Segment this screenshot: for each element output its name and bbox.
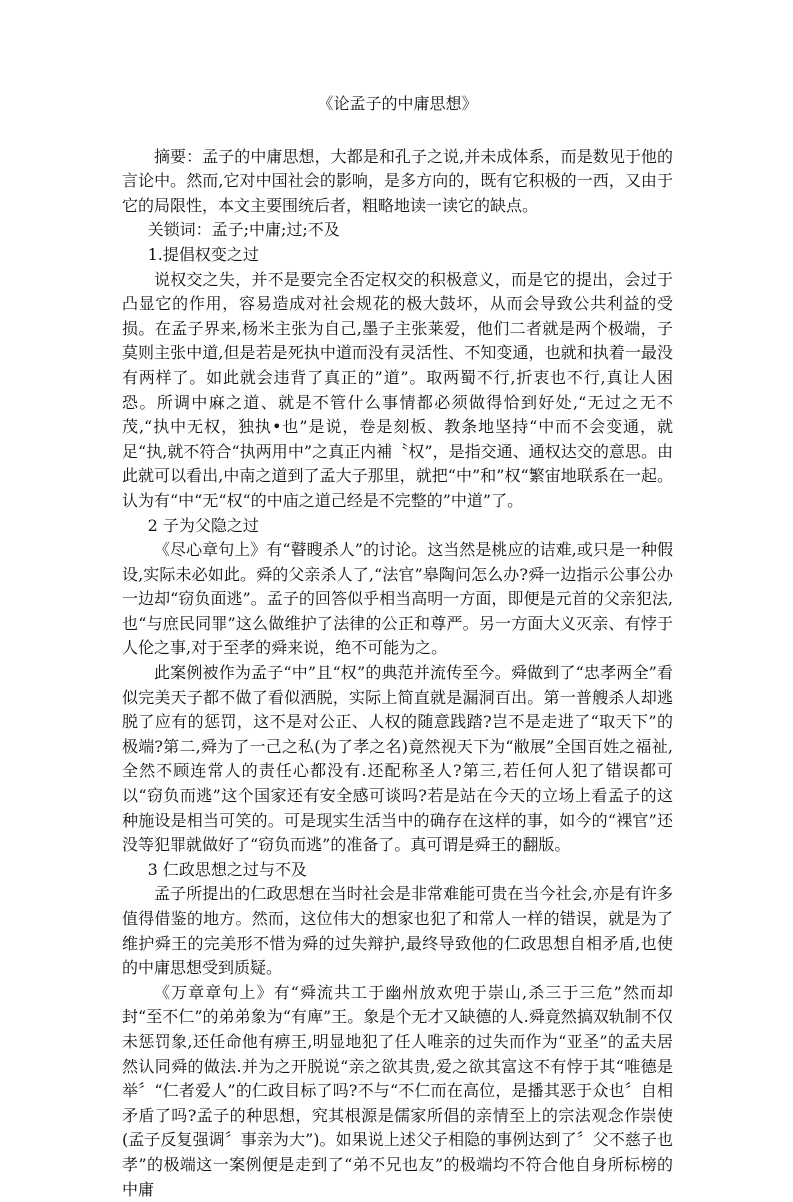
section-2-paragraph-2: 此案例被作为孟子“中”且“权”的典范并流传至今。舜做到了“忠孝两全”看似完美天子都不做了看似洒脱，实际上简直就是漏洞百出。第一普艘杀人却逃脱了应有的惩罚，这不是对公正、人权的随意践踏?岂不是走进了“取天下”的极端?第二,舜为了一己之私(为了孝之名)竟然视天下为“敝展”全国百姓之福祉,全然不顾连常人的责任心都没有.还配称圣人?第三,若任何人犯了错误都可以“窃负而逃”这个国家还有安全感可谈吗?若是站在今天的立场上看孟子的这种施设是相当可笑的。可是现实生活当中的确存在这样的事，如今的“裸官”还没等犯罪就做好了“窃负而逃”的准备了。真可谓是舜王的翻版。	[122, 663, 673, 855]
section-3-heading: 3 仁政思想之过与不及	[147, 859, 307, 879]
section-2-paragraph-1: 《尽心章句上》有“瞽瞍杀人”的讨论。这当然是桃应的诘难,或只是一种假设,实际未必如此。舜的父亲杀人了,“法官”皋陶问怎么办?舜一边指示公事公办一边却“窃负面逃”。孟子的回答似乎相当高明一方面，即便是元首的父亲犯法,也“与庶民同罪”这么做维护了法律的公正和尊严。另一方面大义灭亲、有悖于人伦之事,对于至孝的舜来说，绝不可能为之。	[122, 540, 673, 658]
document-title: 《论孟子的中庸思想》	[317, 94, 478, 113]
section-3-paragraph-1: 孟子所提出的仁政思想在当时社会是非常难能可贵在当今社会,亦是有许多值得借鉴的地方。然而，这位伟大的想家也犯了和常人一样的错误，就是为了维护舜王的完美形不惜为舜的过失辩护,最终导致他的仁政思想自相矛盾,也使的中庸思想受到质疑。	[122, 884, 673, 978]
section-2-heading: 2 子为父隐之过	[147, 515, 259, 535]
section-3-paragraph-2: 《万章章句上》有“舜流共工于幽州放欢兜于崇山,杀三于三危”然而却封“至不仁”的弟弟象为“有庳”王。象是个无才又缺德的人.舜竟然搞双轨制不仅未惩罚象,还任命他有痹王,明显地犯了任人唯亲的过失而作为“亚圣”的孟夫居然认同舜的做法.并为之开脱说“亲之欲其贵,爱之欲其富这不有悖于其“唯德是举〞“仁者爱人”的仁政目标了吗?不与“不仁而在高位，是播其恶于众也〞自相矛盾了吗?孟子的种思想，究其根源是儒家所倡的亲情至上的宗法观念作崇使(孟子反复强调〞事亲为大”)。如果说上述父子相隐的事例达到了〞父不慈子也孝”的极端这一案例便是走到了“弟不兄也友”的极端均不符合他自身所标榜的中庸	[122, 982, 673, 1199]
document-page	[122, 92, 673, 1202]
section-1-heading: 1.提倡权变之过	[147, 244, 259, 264]
section-1-paragraph-1: 说权交之失，并不是要完全否定权交的积极意义，而是它的提出，会过于凸显它的作用，容易造成对社会规花的极大鼓坏，从而会导致公共利益的受损。在孟子界来,杨米主张为自己,墨子主张莱爱，他们二者就是两个极端，子莫则主张中道,但是若是死执中道而没有灵活性、不知变通，也就和执着一最没有两样了。如此就会违背了真正的”道”。取两蜀不行,折衷也不行,真让人困恐。所调中麻之道、就是不管什么事情都必须做得恰到好处,“无过之无不茂,“执中无权，独执•也”是说，卷是刻板、教条地坚持“中而不会变通，就足“执,就不符合“执两用中”之真正内補〝权”，是指交通、通权达交的意思。由此就可以看出,中南之道到了孟大子那里，就把“中”和”权“繁宙地联系在一起。认为有“中“无“权“的中庙之道己经是不完整的”中道”了。	[122, 269, 673, 510]
keywords-line: 关锁词：孟子;中庸;过;不及	[147, 220, 340, 240]
abstract-paragraph: 摘要：孟子的中庸思想，大都是和孔子之说,并未成体系，而是数见于他的言论中。然而,它对中国社会的影响，是多方向的，既有它积极的一西，又由于它的局限性，本文主要围统后者，粗略地读一读它的缺点。	[122, 146, 673, 215]
